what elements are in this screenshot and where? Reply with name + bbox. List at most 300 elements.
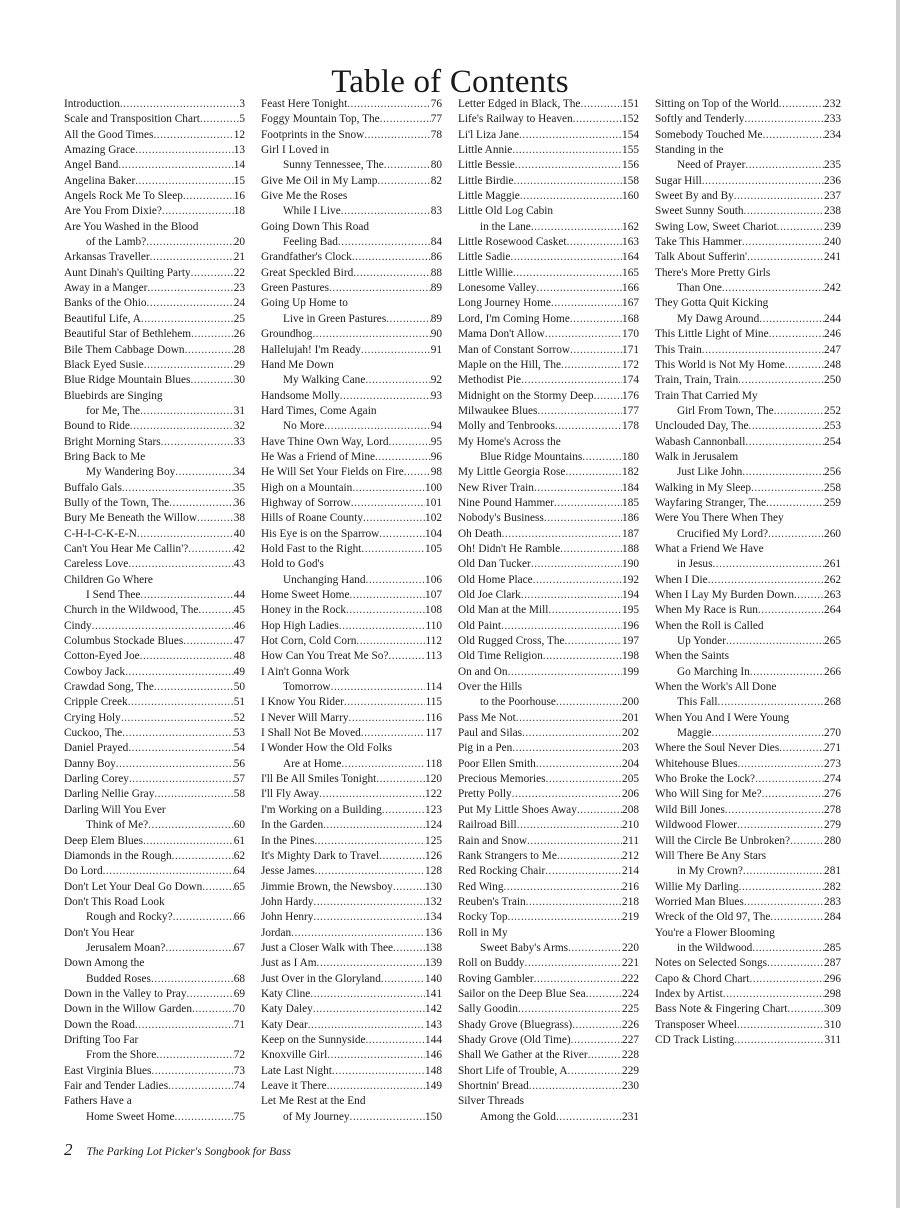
- toc-entry-page: 231: [622, 1110, 639, 1123]
- toc-entry: [655, 404, 841, 419]
- toc-entry-page: 196: [622, 619, 639, 632]
- toc-entry-page: 174: [622, 374, 639, 387]
- toc-entry-title: in the Lane: [480, 220, 531, 233]
- toc-entry-page: 33: [233, 435, 245, 448]
- toc-entry: [655, 634, 841, 649]
- dot-leader: [554, 496, 622, 511]
- toc-entry-page: 151: [622, 98, 639, 110]
- toc-entry: [261, 864, 442, 879]
- toc-entry-page: 76: [430, 98, 442, 110]
- toc-entry-title: Man of Constant Sorrow: [458, 343, 571, 356]
- toc-entry-title: Keep on the Sunnyside: [261, 1033, 366, 1046]
- toc-entry: [64, 941, 245, 956]
- toc-entry: [655, 956, 841, 971]
- toc-entry-page: 203: [622, 742, 639, 755]
- toc-entry-title: Swing Low, Sweet Chariot: [655, 220, 777, 233]
- toc-entry: [458, 818, 639, 833]
- toc-entry-title: High on a Mountain: [261, 481, 353, 494]
- toc-entry: [458, 481, 639, 496]
- toc-entry-page: 144: [425, 1033, 442, 1046]
- toc-entry-heading: [655, 649, 841, 664]
- toc-entry-title: Pass Me Not: [458, 711, 516, 724]
- toc-entry-page: 165: [622, 266, 639, 279]
- toc-entry-page: 180: [622, 450, 639, 463]
- toc-entry: [655, 695, 841, 710]
- dot-leader: [722, 281, 824, 296]
- dot-leader: [573, 112, 622, 127]
- toc-entry-title: Old Joe Clark: [458, 589, 521, 601]
- toc-entry-page: 32: [233, 420, 245, 433]
- toc-entry-title: Shall We Gather at the River: [458, 1049, 588, 1062]
- toc-entry-page: 73: [233, 1064, 245, 1077]
- dot-leader: [774, 404, 824, 419]
- toc-entry-title: for Me, The: [86, 404, 141, 417]
- toc-entry-title: I Shall Not Be Moved: [261, 727, 361, 740]
- toc-entry-title: Little Rosewood Casket: [458, 236, 567, 249]
- toc-entry-page: 262: [824, 573, 841, 586]
- toc-entry-page: 282: [824, 880, 841, 893]
- dot-leader: [564, 634, 622, 649]
- toc-entry-title: Reuben's Train: [458, 895, 526, 908]
- dot-leader: [544, 511, 622, 526]
- toc-entry-page: 190: [622, 558, 639, 571]
- toc-entry: [64, 603, 245, 618]
- dot-leader: [365, 373, 430, 388]
- dot-leader: [537, 281, 623, 296]
- toc-entry: [261, 128, 442, 143]
- toc-entry-title: Tomorrow: [283, 681, 331, 694]
- toc-entry: [655, 803, 841, 818]
- toc-entry-title: C-H-I-C-K-E-N: [64, 527, 137, 540]
- dot-leader: [545, 327, 622, 342]
- dot-leader: [712, 557, 824, 572]
- toc-entry: [458, 695, 639, 710]
- dot-leader: [191, 266, 234, 281]
- toc-entry: [261, 956, 442, 971]
- toc-entry: [261, 112, 442, 127]
- toc-entry-title: Live in Green Pastures: [283, 312, 387, 325]
- toc-entry-title: Need of Prayer: [677, 159, 746, 172]
- page-title: Table of Contents: [331, 64, 569, 101]
- dot-leader: [308, 1018, 425, 1033]
- toc-entry-page: 93: [430, 389, 442, 402]
- dot-leader: [516, 711, 622, 726]
- toc-entry-title: Standing in the: [655, 144, 724, 157]
- toc-entry-title: All the Good Times: [64, 128, 154, 141]
- toc-entry-title: Softly and Tenderly: [655, 113, 745, 126]
- dot-leader: [513, 266, 622, 281]
- dot-leader: [556, 695, 622, 710]
- toc-entry-title: Maple on the Hill, The: [458, 358, 562, 371]
- toc-entry-title: This World is Not My Home: [655, 358, 785, 371]
- toc-entry: [64, 619, 245, 634]
- toc-entry: [655, 573, 841, 588]
- toc-entry-heading: [655, 389, 841, 404]
- toc-entry-title: Let Me Rest at the End: [261, 1095, 366, 1108]
- dot-leader: [332, 1064, 425, 1079]
- toc-entry-title: Girl I Loved in: [261, 144, 330, 157]
- toc-entry-title: Beautiful Life, A: [64, 312, 141, 325]
- toc-entry-page: 238: [824, 205, 841, 218]
- toc-entry-title: When I Lay My Burden Down: [655, 589, 794, 601]
- toc-entry-page: 5: [239, 113, 245, 126]
- toc-entry-title: Fair and Tender Ladies: [64, 1080, 169, 1092]
- dot-leader: [375, 450, 431, 465]
- toc-entry-title: Cowboy Jack: [64, 665, 126, 678]
- toc-entry-title: Down in the Valley to Pray: [64, 987, 187, 1000]
- toc-entry-page: 205: [622, 773, 639, 786]
- dot-leader: [745, 435, 824, 450]
- dot-leader: [749, 419, 825, 434]
- toc-entry-title: Paul and Silas: [458, 727, 523, 740]
- toc-entry: [64, 665, 245, 680]
- toc-entry: [458, 557, 639, 572]
- toc-entry-page: 124: [425, 819, 442, 832]
- toc-entry: [64, 680, 245, 695]
- dot-leader: [759, 312, 824, 327]
- toc-entry: [261, 465, 442, 480]
- toc-entry-title: Katy Dear: [261, 1018, 308, 1031]
- toc-entry-title: Hold to God's: [261, 558, 324, 571]
- toc-entry-title: Life's Railway to Heaven: [458, 113, 573, 126]
- toc-entry: [261, 435, 442, 450]
- toc-entry-title: in Jesus: [677, 558, 713, 571]
- dot-leader: [154, 787, 233, 802]
- toc-entry-title: When You And I Were Young: [655, 711, 790, 724]
- dot-leader: [543, 649, 622, 664]
- dot-leader: [173, 910, 234, 925]
- toc-entry-title: Danny Boy: [64, 757, 116, 770]
- toc-entry-page: 240: [824, 236, 841, 249]
- toc-entry: [261, 266, 442, 281]
- toc-entry-title: Crying Holy: [64, 711, 121, 724]
- toc-entry-page: 146: [425, 1049, 442, 1062]
- dot-leader: [324, 419, 431, 434]
- toc-entry-title: Wabash Cannonball: [655, 435, 746, 448]
- toc-entry-page: 132: [425, 895, 442, 908]
- toc-entry: [64, 143, 245, 158]
- dot-leader: [356, 634, 425, 649]
- dot-leader: [183, 189, 234, 204]
- toc-entry-title: Darling Corey: [64, 773, 129, 786]
- toc-entry-heading: [655, 266, 841, 281]
- toc-entry-title: Don't Let Your Deal Go Down: [64, 880, 203, 893]
- toc-entry-page: 258: [824, 481, 841, 494]
- toc-entry: [64, 557, 245, 572]
- toc-entry-heading: [655, 711, 841, 726]
- dot-leader: [353, 266, 430, 281]
- dot-leader: [572, 1018, 622, 1033]
- toc-entry: [458, 158, 639, 173]
- toc-entry-heading: [64, 803, 245, 818]
- toc-entry-title: When I Die: [655, 573, 708, 586]
- toc-entry-title: Crucified My Lord?: [677, 527, 768, 540]
- toc-entry: [458, 465, 639, 480]
- dot-leader: [147, 281, 233, 296]
- toc-entry-title: This Train: [655, 343, 702, 356]
- toc-entry-title: Drifting Too Far: [64, 1033, 139, 1046]
- toc-entry-title: Down in the Willow Garden: [64, 1003, 192, 1016]
- dot-leader: [712, 726, 825, 741]
- toc-entry-page: 22: [233, 266, 245, 279]
- toc-entry-heading: [655, 619, 841, 634]
- toc-entry: [261, 97, 442, 112]
- toc-entry-page: 273: [824, 757, 841, 770]
- dot-leader: [135, 174, 233, 189]
- dot-leader: [758, 603, 824, 618]
- toc-entry: [655, 235, 841, 250]
- dot-leader: [312, 327, 430, 342]
- toc-entry: [655, 435, 841, 450]
- toc-entry-title: Are at Home: [283, 757, 342, 770]
- toc-column-1: [64, 97, 245, 1125]
- toc-entry: [261, 511, 442, 526]
- toc-entry-title: Mama Don't Allow: [458, 328, 545, 341]
- toc-entry-title: Sally Goodin: [458, 1003, 518, 1016]
- toc-entry-title: Sitting on Top of the World: [655, 98, 779, 110]
- toc-entry-page: 31: [233, 404, 245, 417]
- toc-entry-title: Hallelujah! I'm Ready: [261, 343, 361, 356]
- toc-entry-page: 102: [425, 512, 442, 525]
- toc-entry-page: 114: [425, 681, 442, 694]
- toc-entry-heading: [458, 680, 639, 695]
- toc-entry-page: 204: [622, 757, 639, 770]
- toc-entry-title: Handsome Molly: [261, 389, 340, 402]
- toc-entry-title: Old Time Religion: [458, 650, 543, 663]
- toc-entry-page: 75: [233, 1110, 245, 1123]
- dot-leader: [514, 174, 623, 189]
- dot-leader: [327, 1048, 425, 1063]
- toc-entry-title: Who Will Sing for Me?: [655, 788, 762, 801]
- toc-entry-title: Daniel Prayed: [64, 742, 129, 755]
- toc-entry-title: Budded Roses: [86, 972, 151, 985]
- toc-entry: [261, 649, 442, 664]
- toc-entry-title: Don't You Hear: [64, 926, 135, 939]
- toc-entry-page: 154: [622, 128, 639, 141]
- dot-leader: [140, 404, 234, 419]
- toc-entry-page: 170: [622, 328, 639, 341]
- toc-entry-page: 164: [622, 251, 639, 264]
- toc-entry-page: 162: [622, 220, 639, 233]
- dot-leader: [546, 772, 623, 787]
- toc-entry-page: 271: [824, 742, 841, 755]
- toc-entry: [458, 849, 639, 864]
- toc-entry-title: Little Annie: [458, 144, 513, 157]
- toc-entry-title: Blue Ridge Mountain Blues: [64, 374, 191, 387]
- dot-leader: [515, 158, 622, 173]
- toc-column-2: [261, 97, 442, 1125]
- toc-entry-page: 90: [430, 328, 442, 341]
- toc-entry-page: 125: [425, 834, 442, 847]
- dot-leader: [570, 343, 622, 358]
- toc-entry-page: 285: [824, 941, 841, 954]
- toc-entry-page: 20: [233, 236, 245, 249]
- toc-entry-title: Bury Me Beneath the Willow: [64, 512, 197, 525]
- toc-entry: [261, 987, 442, 1002]
- toc-entry-page: 212: [622, 849, 639, 862]
- toc-entry-heading: [261, 358, 442, 373]
- dot-leader: [381, 972, 425, 987]
- toc-entry-title: They Gotta Quit Kicking: [655, 297, 769, 310]
- toc-entry: [655, 174, 841, 189]
- toc-entry: [64, 1079, 245, 1094]
- toc-entry-page: 105: [425, 542, 442, 555]
- toc-entry-title: My Wandering Boy: [86, 466, 176, 479]
- toc-entry-heading: [458, 926, 639, 941]
- toc-entry-title: Old Man at the Mill: [458, 604, 549, 617]
- dot-leader: [763, 128, 824, 143]
- toc-entry-title: Little Bessie: [458, 159, 515, 172]
- toc-entry: [261, 834, 442, 849]
- dot-leader: [517, 818, 622, 833]
- toc-entry-title: Silver Threads: [458, 1095, 524, 1108]
- toc-entry-page: 222: [622, 972, 639, 985]
- toc-entry-page: 49: [233, 665, 245, 678]
- dot-leader: [349, 588, 425, 603]
- toc-entry-title: Columbus Stockade Blues: [64, 635, 184, 648]
- toc-entry: [655, 1002, 841, 1017]
- dot-leader: [742, 465, 824, 480]
- dot-leader: [351, 496, 425, 511]
- dot-leader: [568, 1064, 623, 1079]
- toc-entry: [64, 787, 245, 802]
- toc-entry-title: I'll Fly Away: [261, 788, 320, 801]
- toc-entry-page: 26: [233, 328, 245, 341]
- toc-entry: [458, 327, 639, 342]
- toc-entry: [261, 419, 442, 434]
- dot-leader: [122, 726, 234, 741]
- toc-entry-title: Crawdad Song, The: [64, 681, 154, 694]
- toc-entry-title: I Never Will Marry: [261, 711, 349, 724]
- toc-entry-page: 130: [425, 880, 442, 893]
- toc-entry: [458, 573, 639, 588]
- toc-entry-page: 226: [622, 1018, 639, 1031]
- dot-leader: [118, 158, 233, 173]
- toc-entry: [655, 496, 841, 511]
- toc-entry: [458, 343, 639, 358]
- toc-entry: [64, 1018, 245, 1033]
- toc-entry-title: Green Pastures: [261, 282, 330, 295]
- toc-entry-page: 91: [430, 343, 442, 356]
- toc-entry-title: It's Mighty Dark to Travel: [261, 849, 380, 862]
- dot-leader: [338, 235, 431, 250]
- toc-entry: [458, 373, 639, 388]
- toc-entry-page: 50: [233, 681, 245, 694]
- dot-leader: [315, 864, 425, 879]
- dot-leader: [153, 128, 233, 143]
- dot-leader: [560, 542, 622, 557]
- toc-entry-title: Beautiful Star of Bethlehem: [64, 328, 192, 341]
- toc-entry-title: Index by Artist: [655, 987, 723, 1000]
- toc-entry-title: Put My Little Shoes Away: [458, 803, 577, 816]
- toc-entry-title: Wayfaring Stranger, The: [655, 496, 767, 509]
- toc-entry: [64, 235, 245, 250]
- toc-entry-page: 60: [233, 819, 245, 832]
- toc-entry: [261, 1110, 442, 1125]
- dot-leader: [190, 373, 233, 388]
- toc-entry: [458, 726, 639, 741]
- dot-leader: [508, 910, 623, 925]
- toc-entry: [64, 757, 245, 772]
- toc-entry-page: 139: [425, 957, 442, 970]
- toc-entry: [64, 588, 245, 603]
- dot-leader: [755, 772, 824, 787]
- toc-entry-page: 214: [622, 865, 639, 878]
- toc-entry-heading: [64, 956, 245, 971]
- dot-leader: [379, 849, 425, 864]
- dot-leader: [404, 465, 431, 480]
- toc-entry-page: 172: [622, 358, 639, 371]
- toc-entry-page: 106: [425, 573, 442, 586]
- toc-entry: [261, 527, 442, 542]
- dot-leader: [310, 987, 425, 1002]
- dot-leader: [352, 481, 425, 496]
- dot-leader: [319, 787, 425, 802]
- toc-entry-title: Are You Washed in the Blood: [64, 220, 199, 233]
- toc-entry: [655, 97, 841, 112]
- dot-leader: [747, 250, 824, 265]
- toc-entry: [64, 97, 245, 112]
- dot-leader: [361, 726, 426, 741]
- toc-entry-page: 54: [233, 742, 245, 755]
- toc-entry-title: My Little Georgia Rose: [458, 466, 566, 479]
- toc-entry-title: Poor Ellen Smith: [458, 757, 536, 770]
- toc-entry-page: 29: [233, 358, 245, 371]
- toc-entry-title: Maggie: [677, 727, 712, 740]
- toc-entry: [261, 450, 442, 465]
- toc-entry-title: Where the Soul Never Dies: [655, 742, 780, 755]
- dot-leader: [317, 956, 426, 971]
- toc-entry-page: 248: [824, 358, 841, 371]
- toc-entry: [458, 1033, 639, 1048]
- dot-leader: [512, 143, 622, 158]
- dot-leader: [346, 603, 425, 618]
- toc-entry-page: 197: [622, 635, 639, 648]
- toc-entry-heading: [458, 435, 639, 450]
- toc-entry-page: 156: [622, 159, 639, 172]
- toc-entry: [655, 895, 841, 910]
- toc-entry: [458, 772, 639, 787]
- toc-entry-title: He Will Set Your Fields on Fire: [261, 466, 404, 479]
- toc-entry-page: 237: [824, 190, 841, 203]
- toc-entry-page: 198: [622, 650, 639, 663]
- toc-entry-page: 120: [425, 773, 442, 786]
- toc-entry-page: 23: [233, 282, 245, 295]
- toc-entry-page: 187: [622, 527, 639, 540]
- dot-leader: [352, 250, 431, 265]
- toc-entry-title: Talk About Sufferin': [655, 251, 748, 264]
- toc-entry-title: Li'l Liza Jane: [458, 128, 520, 141]
- toc-entry: [458, 787, 639, 802]
- dot-leader: [545, 864, 622, 879]
- dot-leader: [331, 680, 426, 695]
- toc-entry: [64, 1064, 245, 1079]
- dot-leader: [742, 235, 824, 250]
- toc-entry: [458, 956, 639, 971]
- toc-entry-title: Bass Note & Fingering Chart: [655, 1003, 788, 1016]
- toc-entry-page: 244: [824, 312, 841, 325]
- toc-column-4: [655, 97, 841, 1048]
- toc-entry-heading: [261, 143, 442, 158]
- dot-leader: [339, 619, 426, 634]
- toc-entry: [655, 373, 841, 388]
- toc-entry-page: 199: [622, 665, 639, 678]
- toc-entry-page: 58: [233, 788, 245, 801]
- dot-leader: [151, 972, 234, 987]
- toc-entry: [655, 112, 841, 127]
- toc-entry-page: 51: [233, 696, 245, 709]
- toc-entry-title: Precious Memories: [458, 773, 546, 786]
